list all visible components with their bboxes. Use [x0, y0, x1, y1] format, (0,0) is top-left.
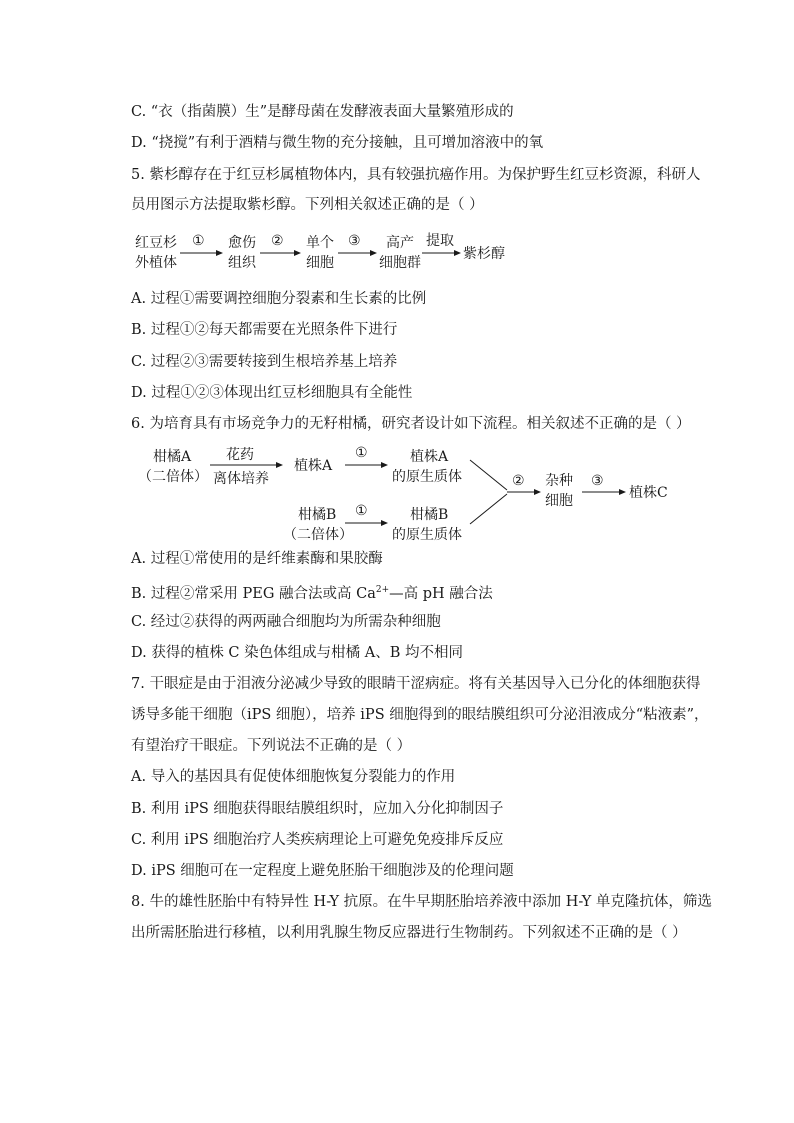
- q5-node-taxol: 紫杉醇: [463, 246, 505, 262]
- q6-proto-b-2: 的原生质体: [392, 527, 462, 543]
- q5-node-cell-1: 单个: [306, 235, 334, 251]
- q6-anther-label: 花药: [226, 447, 254, 463]
- q5-node-callus-2: 组织: [228, 255, 256, 271]
- q7-option-a: A. 导入的基因具有促使体细胞恢复分裂能力的作用: [131, 769, 456, 785]
- q6-flow-diagram: [135, 440, 695, 546]
- q6-option-a: A. 过程①常使用的是纤维素酶和果胶酶: [131, 551, 383, 567]
- q6-merge-line-b: [470, 494, 507, 524]
- q6-proto-b-1: 柑橘B: [410, 507, 449, 523]
- q6-option-b-pre: B. 过程②常采用 PEG 融合法或高 Ca: [131, 585, 376, 602]
- q6-option-c: C. 经过②获得的两两融合细胞均为所需杂种细胞: [131, 614, 441, 630]
- q6-proto-a-2: 的原生质体: [392, 469, 462, 485]
- q6-step-1-a-label: ①: [355, 445, 368, 461]
- q6-option-b-sup: 2+: [375, 585, 390, 595]
- q6-stem-line1: 6. 为培育具有市场竞争力的无籽柑橘，研究者设计如下流程。相关叙述不正确的是（ ）: [131, 416, 691, 432]
- q6-option-b: [131, 580, 493, 604]
- q6-step-3-label: ③: [591, 473, 604, 489]
- q6-hybrid-1: 杂种: [545, 473, 573, 489]
- q5-stem-line2: 员用图示方法提取紫杉醇。下列相关叙述正确的是（ ）: [131, 197, 484, 213]
- q6-citrus-a-name: 柑橘A: [153, 449, 192, 465]
- q5-option-d: D. 过程①②③体现出红豆杉细胞具有全能性: [131, 385, 413, 401]
- q6-citrus-a-ploidy: （二倍体）: [138, 469, 208, 485]
- q6-plant-a: 植株A: [294, 458, 333, 474]
- q6-step-2-label: ②: [512, 473, 525, 489]
- q6-citrus-b-name: 柑橘B: [298, 507, 337, 523]
- q5-stem-line1: 5. 紫杉醇存在于红豆杉属植物体内，具有较强抗癌作用。为保护野生红豆杉资源，科研人: [131, 167, 701, 183]
- q7-stem-line2: 诱导多能干细胞（iPS 细胞），培养 iPS 细胞得到的眼结膜组织可分泌泪液成分“粘液素”，: [131, 707, 709, 723]
- q5-step-2-label: ②: [271, 233, 284, 249]
- q7-stem-line3: 有望治疗干眼症。下列说法不正确的是（ ）: [131, 738, 412, 754]
- q5-option-c: C. 过程②③需要转接到生根培养基上培养: [131, 354, 398, 370]
- q5-step-extract-label: 提取: [426, 233, 454, 249]
- q7-option-d: D. iPS 细胞可在一定程度上避免胚胎干细胞涉及的伦理问题: [131, 863, 514, 879]
- q8-stem-line1: 8. 牛的雄性胚胎中有特异性 H-Y 抗原。在牛早期胚胎培养液中添加 H-Y 单克隆抗体，筛选: [131, 894, 712, 910]
- q5-node-explant-1: 红豆杉: [135, 235, 177, 251]
- q5-step-3-label: ③: [348, 233, 361, 249]
- q7-option-b: B. 利用 iPS 细胞获得眼结膜组织时，应加入分化抑制因子: [131, 801, 504, 817]
- q5-node-explant-2: 外植体: [135, 255, 177, 271]
- q7-stem-line1: 7. 干眼症是由于泪液分泌减少导致的眼睛干涩病症。将有关基因导入已分化的体细胞获得: [131, 676, 701, 692]
- q7-option-c: C. 利用 iPS 细胞治疗人类疾病理论上可避免免疫排斥反应: [131, 832, 504, 848]
- q5-option-a: A. 过程①需要调控细胞分裂素和生长素的比例: [131, 291, 427, 307]
- q5-flow-diagram: [130, 228, 530, 276]
- q5-step-1-label: ①: [192, 233, 205, 249]
- q5-node-highcell-1: 高产: [386, 235, 414, 251]
- q6-option-b-post: —高 pH 融合法: [389, 585, 493, 602]
- q4-option-c: C. “衣（指菌膜）生”是酵母菌在发酵液表面大量繁殖形成的: [131, 104, 514, 120]
- q5-node-highcell-2: 细胞群: [379, 255, 421, 271]
- q6-citrus-b-ploidy: （二倍体）: [283, 527, 353, 543]
- q6-hybrid-2: 细胞: [545, 493, 573, 509]
- q6-step-1-b-label: ①: [355, 503, 368, 519]
- q6-option-d: D. 获得的植株 C 染色体组成与柑橘 A、B 均不相同: [131, 645, 463, 661]
- q8-stem-line2: 出所需胚胎进行移植，以利用乳腺生物反应器进行生物制药。下列叙述不正确的是（ ）: [131, 925, 687, 941]
- q4-option-d: D. “挠搅”有利于酒精与微生物的充分接触，且可增加溶液中的氧: [131, 135, 544, 151]
- q6-merge-line-a: [470, 460, 507, 490]
- q5-node-cell-2: 细胞: [306, 255, 334, 271]
- q5-node-callus-1: 愈伤: [228, 235, 256, 251]
- q5-option-b: B. 过程①②每天都需要在光照条件下进行: [131, 322, 398, 338]
- q6-plant-c: 植株C: [629, 485, 668, 501]
- q6-culture-label: 离体培养: [213, 471, 269, 487]
- q6-proto-a-1: 植株A: [410, 449, 449, 465]
